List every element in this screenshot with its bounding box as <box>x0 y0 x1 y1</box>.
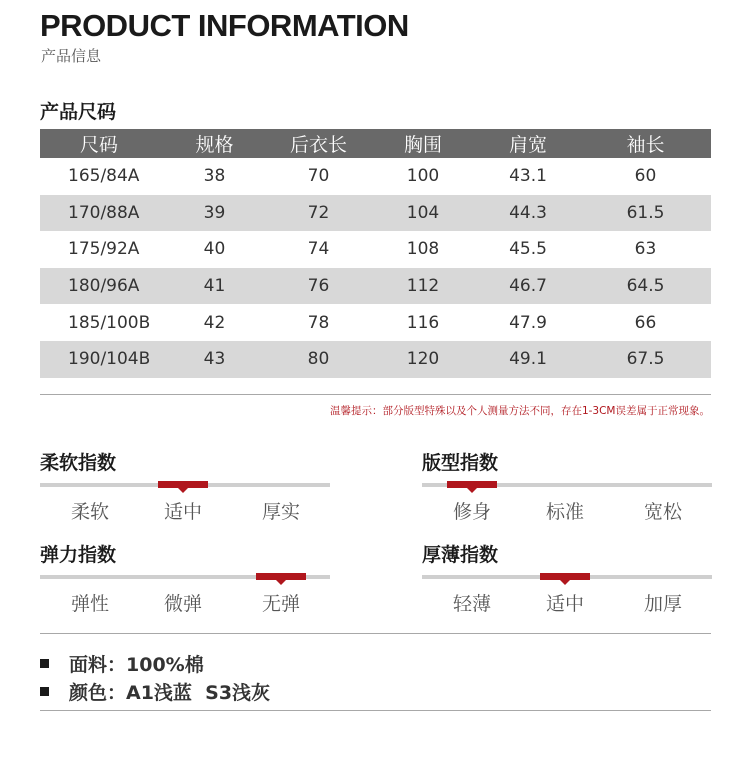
table-cell: 39 <box>162 195 267 232</box>
table-header-cell: 尺码 <box>40 129 162 158</box>
page-title: PRODUCT INFORMATION <box>40 8 409 43</box>
table-header-cell: 肩宽 <box>476 129 580 158</box>
index-marker <box>447 481 497 488</box>
table-header-row <box>40 129 711 158</box>
index-option: 加厚 <box>643 593 682 615</box>
bullet-square-icon <box>40 687 49 696</box>
color-info <box>40 678 270 705</box>
index-option: 无弹 <box>261 593 300 615</box>
index-label: 柔软指数 <box>40 452 117 474</box>
thickness-index <box>422 540 712 620</box>
page-subtitle: 产品信息 <box>41 47 102 65</box>
index-option: 弹性 <box>70 593 109 615</box>
table-row <box>40 231 711 268</box>
index-option: 修身 <box>452 501 491 523</box>
elasticity-index <box>40 540 330 620</box>
fabric-text: 面料：100%棉 <box>69 654 204 676</box>
table-cell: 40 <box>162 231 267 268</box>
table-cell: 60 <box>580 158 711 195</box>
index-option: 厚实 <box>261 501 300 523</box>
color-text: 颜色：A1浅蓝 S3浅灰 <box>69 682 271 704</box>
table-cell: 100 <box>370 158 476 195</box>
table-cell: 104 <box>370 195 476 232</box>
fit-index <box>422 448 712 528</box>
table-cell: 190/104B <box>40 341 162 378</box>
table-header-cell: 袖长 <box>580 129 711 158</box>
divider <box>40 633 711 634</box>
index-option: 适中 <box>545 593 584 615</box>
table-cell: 72 <box>267 195 370 232</box>
table-cell: 47.9 <box>476 304 580 341</box>
table-cell: 80 <box>267 341 370 378</box>
index-option: 柔软 <box>70 501 109 523</box>
table-cell: 120 <box>370 341 476 378</box>
index-option: 微弹 <box>163 593 202 615</box>
table-cell: 42 <box>162 304 267 341</box>
table-cell: 185/100B <box>40 304 162 341</box>
table-row <box>40 195 711 232</box>
index-marker <box>540 573 590 580</box>
table-cell: 165/84A <box>40 158 162 195</box>
table-cell: 116 <box>370 304 476 341</box>
table-cell: 61.5 <box>580 195 711 232</box>
index-marker <box>158 481 208 488</box>
table-header-cell: 规格 <box>162 129 267 158</box>
table-cell: 43 <box>162 341 267 378</box>
table-cell: 76 <box>267 268 370 305</box>
index-option: 轻薄 <box>452 593 491 615</box>
fabric-info <box>40 650 204 677</box>
table-cell: 45.5 <box>476 231 580 268</box>
table-cell: 41 <box>162 268 267 305</box>
table-header-cell: 胸围 <box>370 129 476 158</box>
table-cell: 74 <box>267 231 370 268</box>
table-cell: 112 <box>370 268 476 305</box>
divider <box>40 394 711 395</box>
size-section-title: 产品尺码 <box>40 101 117 123</box>
index-label: 厚薄指数 <box>422 544 499 566</box>
table-header-cell: 后衣长 <box>267 129 370 158</box>
index-option: 标准 <box>545 501 584 523</box>
index-option: 宽松 <box>643 501 682 523</box>
table-cell: 63 <box>580 231 711 268</box>
size-table <box>40 129 711 378</box>
table-cell: 175/92A <box>40 231 162 268</box>
table-cell: 38 <box>162 158 267 195</box>
divider <box>40 710 711 711</box>
table-row <box>40 341 711 378</box>
table-cell: 66 <box>580 304 711 341</box>
table-row <box>40 268 711 305</box>
table-cell: 67.5 <box>580 341 711 378</box>
table-cell: 64.5 <box>580 268 711 305</box>
table-cell: 170/88A <box>40 195 162 232</box>
table-cell: 49.1 <box>476 341 580 378</box>
table-cell: 78 <box>267 304 370 341</box>
tip-note: 温馨提示：部分版型特殊以及个人测量方法不同，存在1-3CM误差属于正常现象。 <box>329 405 710 417</box>
table-cell: 70 <box>267 158 370 195</box>
index-marker <box>256 573 306 580</box>
table-cell: 43.1 <box>476 158 580 195</box>
index-label: 版型指数 <box>422 452 499 474</box>
table-cell: 180/96A <box>40 268 162 305</box>
index-option: 适中 <box>163 501 202 523</box>
table-row <box>40 158 711 195</box>
table-cell: 108 <box>370 231 476 268</box>
index-label: 弹力指数 <box>40 544 117 566</box>
softness-index <box>40 448 330 528</box>
bullet-square-icon <box>40 659 49 668</box>
table-cell: 44.3 <box>476 195 580 232</box>
table-row <box>40 304 711 341</box>
table-cell: 46.7 <box>476 268 580 305</box>
